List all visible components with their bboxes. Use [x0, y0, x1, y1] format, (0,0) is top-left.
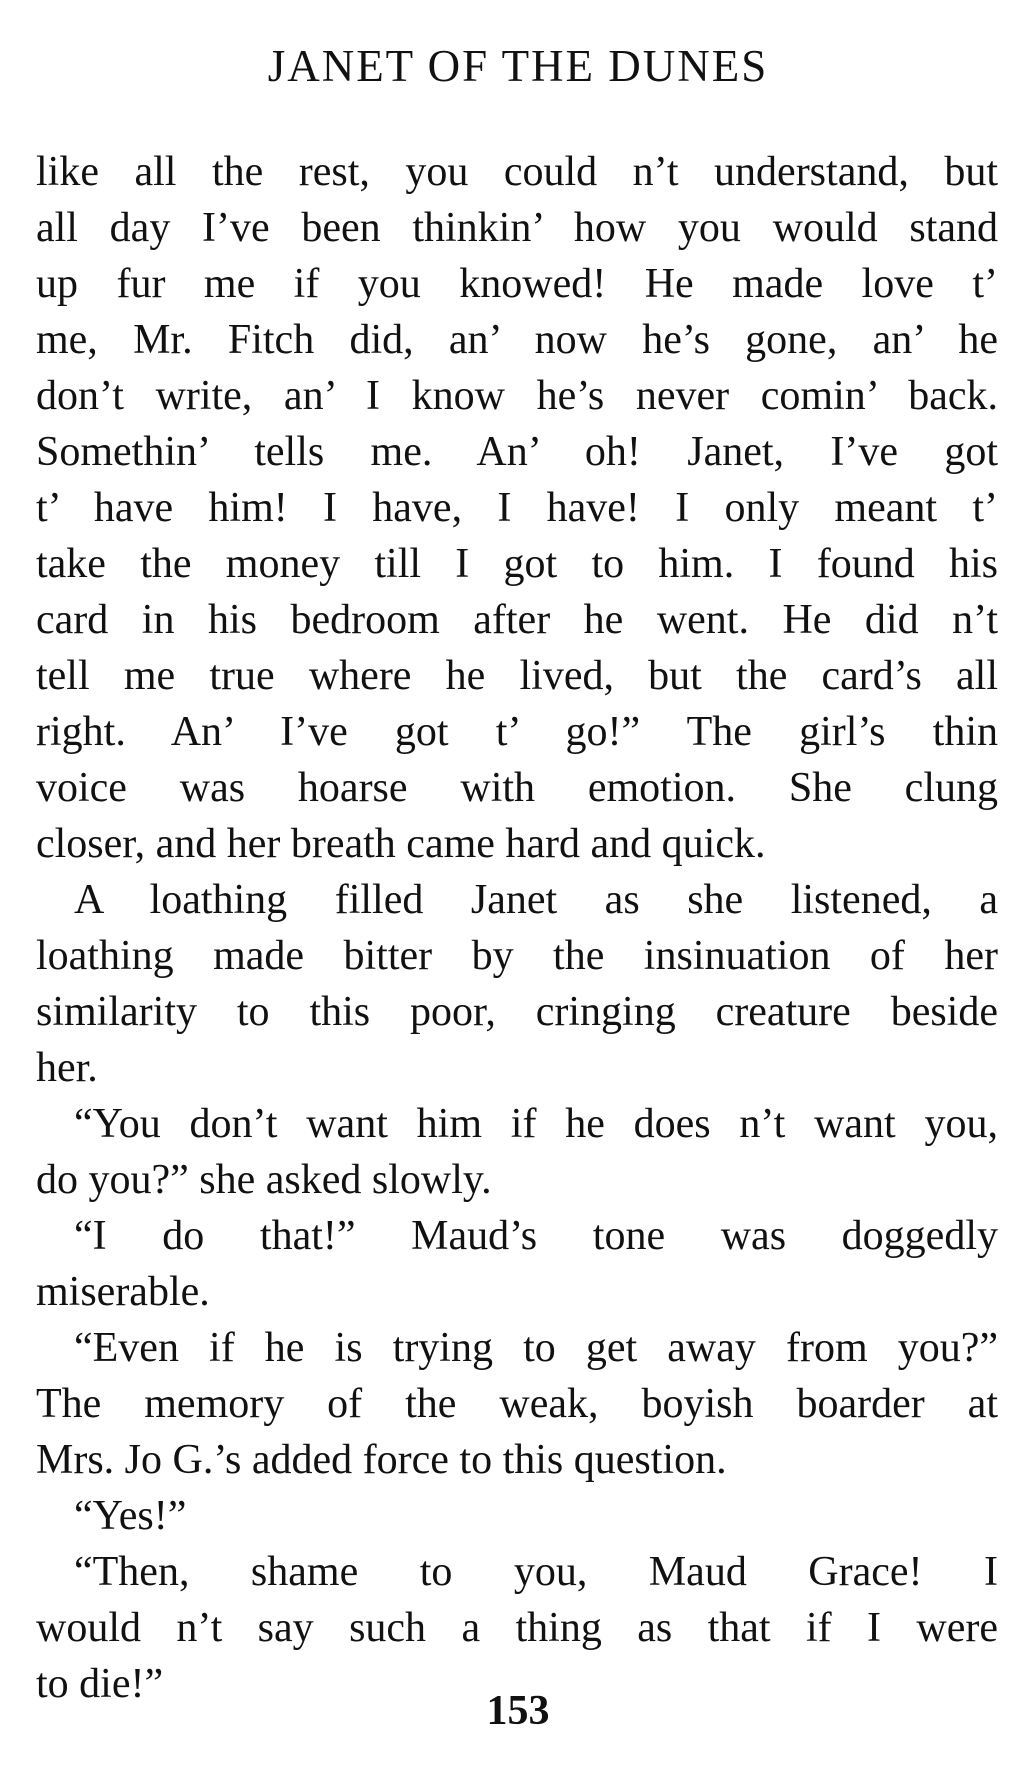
text-line: all day I’ve been thinkin’ how you would stand — [36, 205, 998, 251]
text-line: right. An’ I’ve got t’ go!” The girl’s thin — [36, 709, 998, 755]
text-line: Mrs. Jo G.’s added force to this question. — [36, 1437, 727, 1483]
text-line: do you?” she asked slowly. — [36, 1157, 492, 1203]
text-line: A loathing filled Janet as she listened, a — [74, 877, 998, 923]
text-line: miserable. — [36, 1269, 210, 1315]
text-line: like all the rest, you could n’t understand, but — [36, 149, 998, 195]
body-text — [36, 144, 998, 1712]
text-line: closer, and her breath came hard and quick. — [36, 821, 766, 867]
text-line: tell me true where he lived, but the card’s all — [36, 653, 998, 699]
text-line: voice was hoarse with emotion. She clung — [36, 765, 998, 811]
text-line: “Then, shame to you, Maud Grace! I — [74, 1549, 998, 1595]
text-line: t’ have him! I have, I have! I only meant t’ — [36, 485, 998, 531]
text-line: The memory of the weak, boyish boarder at — [36, 1381, 998, 1427]
text-line: up fur me if you knowed! He made love t’ — [36, 261, 998, 307]
text-line: “Even if he is trying to get away from you?” — [74, 1325, 998, 1371]
text-line: would n’t say such a thing as that if I were — [36, 1605, 998, 1651]
text-line: don’t write, an’ I know he’s never comin’ back. — [36, 373, 998, 419]
text-line: take the money till I got to him. I found his — [36, 541, 998, 587]
text-line: “I do that!” Maud’s tone was doggedly — [74, 1213, 998, 1259]
text-line: her. — [36, 1045, 98, 1091]
text-line: Somethin’ tells me. An’ oh! Janet, I’ve got — [36, 429, 998, 475]
text-line: similarity to this poor, cringing creature beside — [36, 989, 998, 1035]
text-line: “Yes!” — [74, 1493, 187, 1539]
running-head: JANET OF THE DUNES — [267, 41, 769, 91]
text-line: me, Mr. Fitch did, an’ now he’s gone, an’ he — [36, 317, 998, 363]
text-line: “You don’t want him if he does n’t want you, — [74, 1101, 998, 1147]
page-number: 153 — [486, 1688, 550, 1734]
text-line: loathing made bitter by the insinuation of her — [36, 933, 998, 979]
text-line: to die!” — [36, 1661, 164, 1707]
text-line: card in his bedroom after he went. He did n’t — [36, 597, 998, 643]
